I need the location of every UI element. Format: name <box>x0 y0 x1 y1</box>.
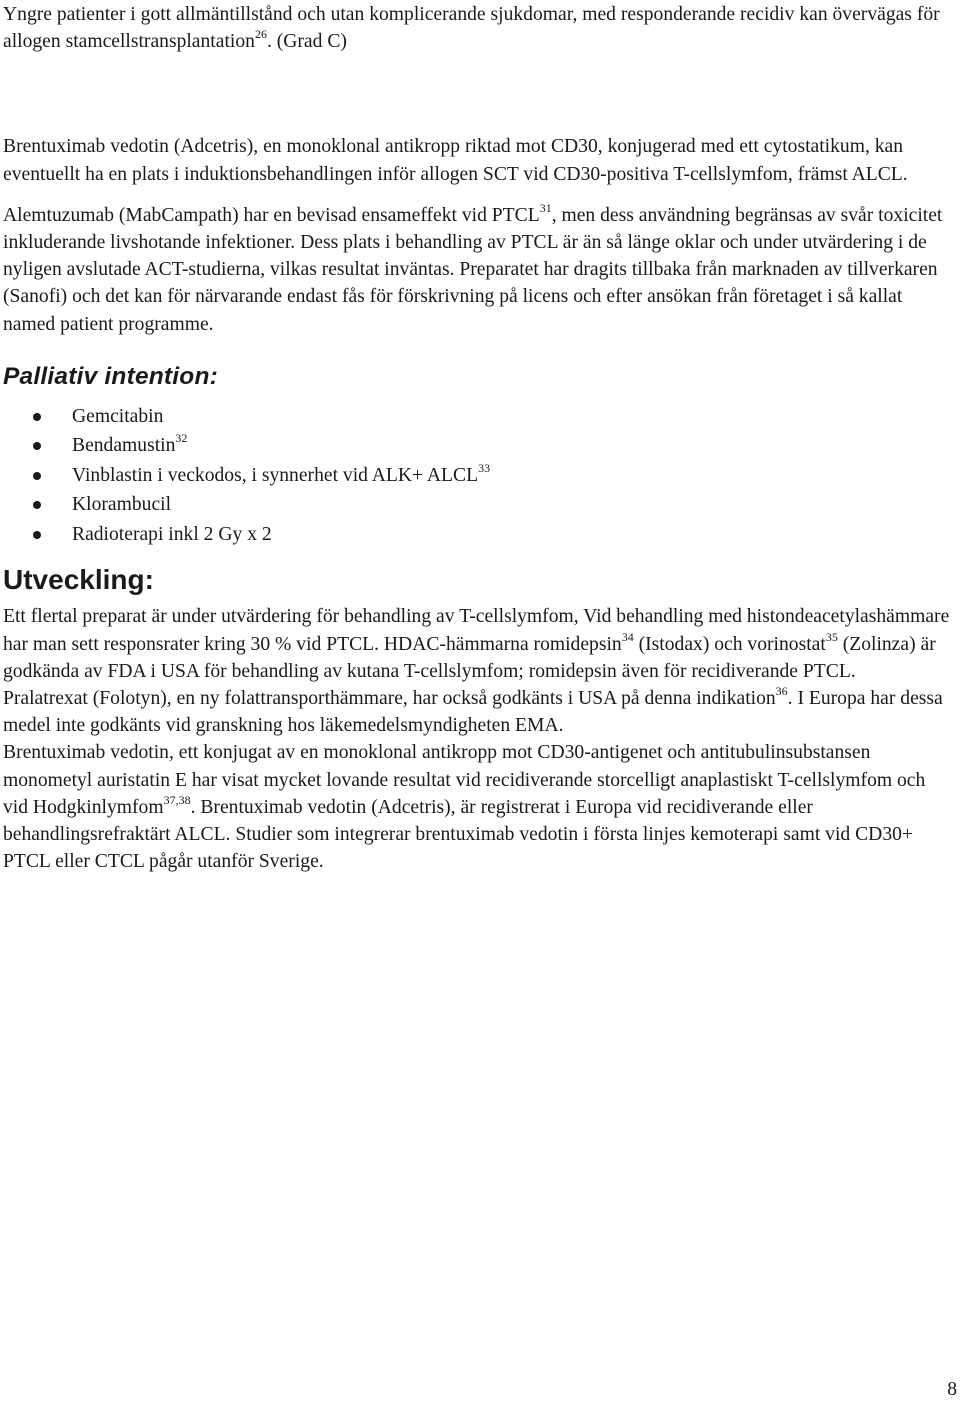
paragraph-text: Yngre patienter i gott allmäntillstånd och utan komplicerande sjukdomar, med responderande recidiv kan övervägas för allogen stamcellstransplantation <box>3 4 940 53</box>
paragraph-text: . I Europa har dessa medel inte godkänts vid granskning hos läkemedelsmyndigheten EMA. <box>3 687 943 737</box>
reference-superscript: 36 <box>775 683 788 698</box>
paragraph-brentuximab-vedotin <box>3 739 951 875</box>
list-item: Vinblastin i veckodos, i synnerhet vid $ALK+ ALCL^{33}$ <box>3 461 951 491</box>
paragraph-alemtuzumab <box>3 202 951 338</box>
reference-superscript: 32 <box>175 431 188 446</box>
list-item: Gemcitabin <box>3 402 951 432</box>
reference-superscript: 37,38 <box>163 792 191 807</box>
paragraph-hdac-inhibitors <box>3 603 951 685</box>
paragraph-text: (Zolinza) är godkända av FDA i USA för behandling av kutana T-cellslymfom; romidepsin även för recidiverande PTCL. <box>3 633 936 682</box>
palliative-treatment-list <box>3 402 951 550</box>
paragraph-text: Brentuximab vedotin, ett konjugat av en monoklonal antikropp mot CD30-antigenet och antitubulinsubstansen monometyl auristatin E har visat mycket lovande resultat vid recidiverande storcelligt anaplastiskt T-cellslymfom och vid Hodgkinlymfom <box>3 742 926 818</box>
bullet-icon <box>33 501 41 509</box>
paragraph-pralatrexat <box>3 685 951 739</box>
heading-palliativ-intention: Palliativ intention: <box>3 362 218 390</box>
heading-utveckling: Utveckling: <box>3 564 154 596</box>
paragraph-text: . (Grad C) <box>266 31 347 53</box>
bullet-icon <box>33 531 41 539</box>
paragraph-text: Alemtuzumab (MabCampath) har en bevisad ensameffekt vid PTCL <box>3 204 540 226</box>
bullet-icon <box>33 472 41 480</box>
reference-superscript: 35 <box>825 629 838 644</box>
reference-superscript: 31 <box>539 200 552 215</box>
list-item: Radioterapi inkl 2 Gy x 2 <box>3 520 951 550</box>
reference-superscript: 33 <box>478 460 491 475</box>
reference-superscript: 34 <box>621 629 634 644</box>
paragraph-text: , men dess användning begränsas av svår toxicitet inkluderande livshotande infektioner. Dess plats i behandling av PTCL är än så länge oklar och under utvärdering i de nyligen avslutade ACT-studierna, vilkas resultat inväntas. Preparatet har dragits tillbaka från marknaden av tillverkaren (Sanofi) och det kan för närvarande endast fås för förskrivning på licens och efter ansökan från företaget i så kallat named patient programme. <box>3 204 943 335</box>
bullet-icon <box>33 413 41 421</box>
list-item: Bendamustin$^{32}$ <box>3 431 951 461</box>
paragraph-text: (Istodax) och vorinostat <box>633 633 826 655</box>
document-page <box>3 0 951 875</box>
paragraph-text: . Brentuximab vedotin (Adcetris), är registrerat i Europa vid recidiverande eller behandlingsrefraktärt ALCL. Studier som integrerar brentuximab vedotin i första linjes kemoterapi samt vid CD30+ PTCL eller CTCL pågår utanför Sverige. <box>3 796 913 873</box>
paragraph-brentuximab-induction: Brentuximab vedotin (Adcetris), en monoklonal antikropp riktad mot CD30, konjugerad med ett cytostatikum, kan eventuellt ha en plats i induktionsbehandlingen inför allogen SCT vid CD30-positiva T-cellslymfom, främst ALCL. <box>3 136 908 185</box>
bullet-icon <box>33 442 41 450</box>
reference-superscript: 26 <box>254 27 267 42</box>
page-number: 8 <box>947 1379 957 1400</box>
list-item: Klorambucil <box>3 490 951 520</box>
paragraph-allogen-sct <box>3 0 951 55</box>
paragraph-text: Pralatrexat (Folotyn), en ny folattransporthämmare, har också godkänts i USA på denna indikation <box>3 687 776 709</box>
paragraph-text: Ett flertal preparat är under utvärdering för behandling av T-cellslymfom, Vid behandling med histondeacetylashämmare har man sett responsrater kring 30 % vid PTCL. HDAC-hämmarna romidepsin <box>3 606 950 655</box>
